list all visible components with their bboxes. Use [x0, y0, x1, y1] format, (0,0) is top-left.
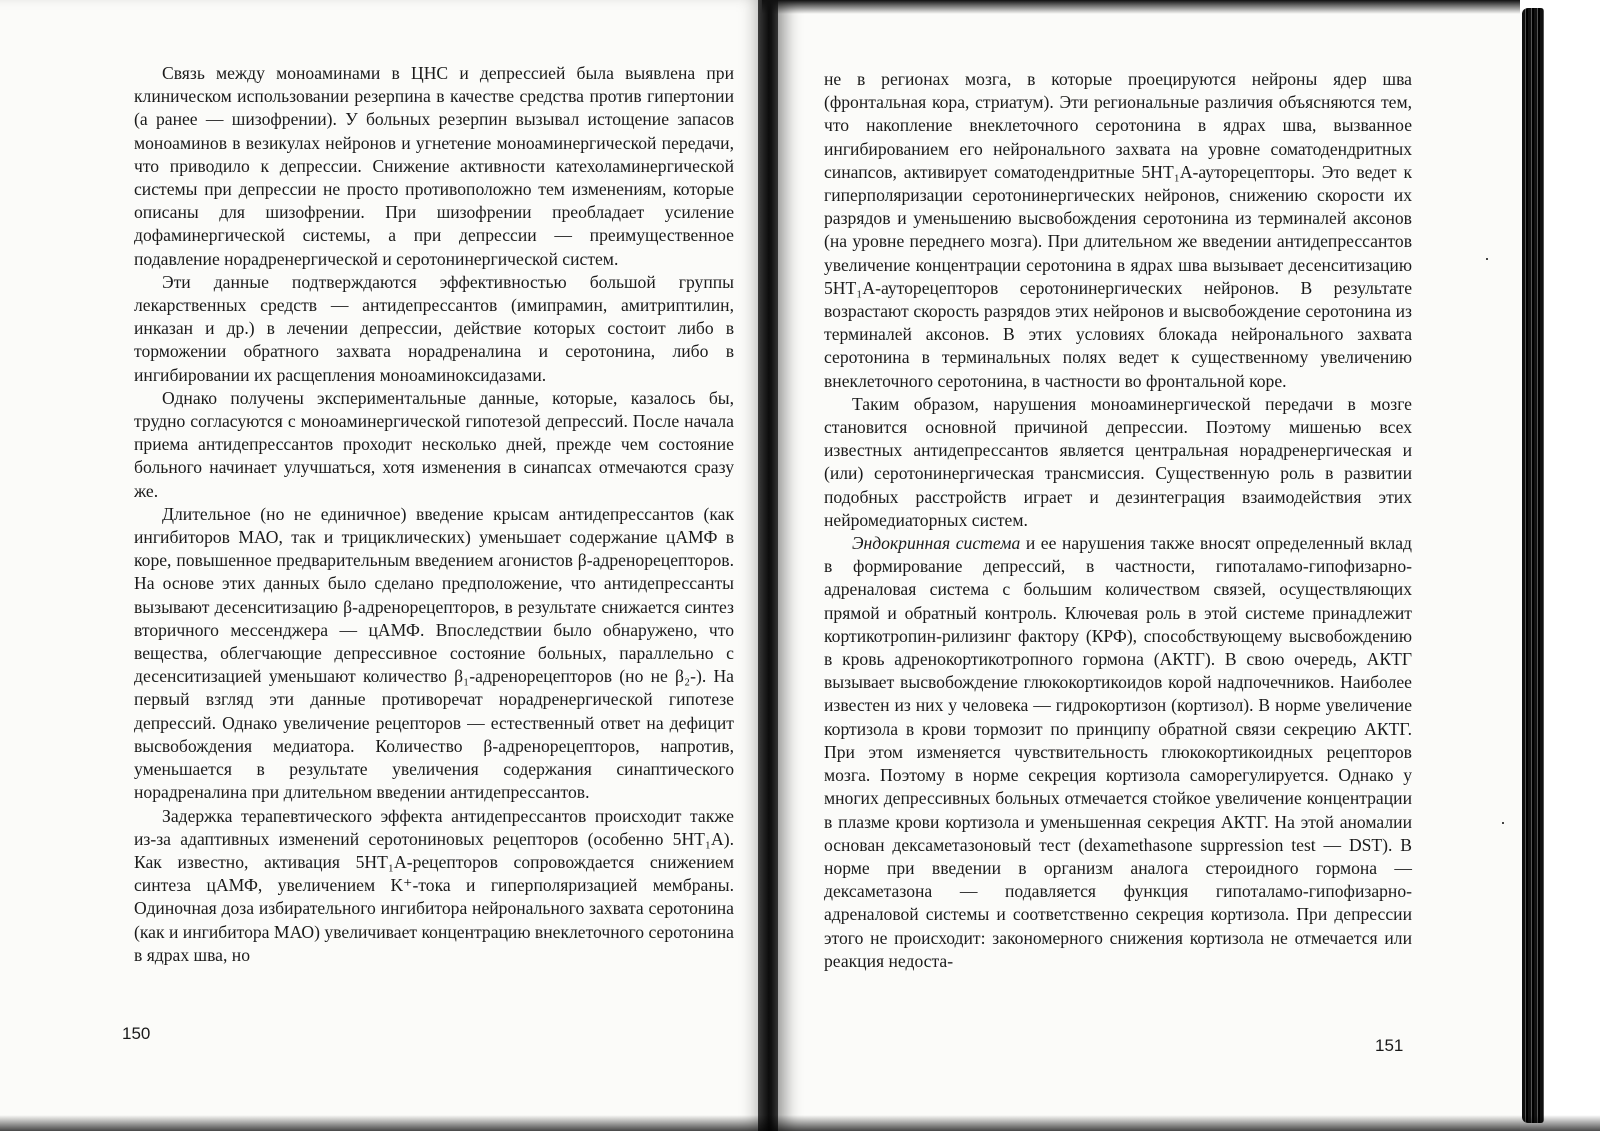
paragraph: Таким образом, нарушения моноаминергической передачи в мозге становится основной причиной депрессии. Поэтому мишенью всех известных антидепрессантов является центральная норадренергическая и (или) серотонинергическая трансмиссия. Существенную роль в развитии подобных расстройств играет и дезинтеграция взаимодействия этих нейромедиаторных систем. — [824, 393, 1412, 530]
right-page-text — [824, 68, 1412, 973]
paragraph-continuation: не в регионах мозга, в которые проецируются нейроны ядер шва (фронтальная кора, стриатум). Эти региональные различия объясняются тем, что накопление внеклеточного серотонина в ядрах шва, вызванное ингибированием его нейронального захвата на уровне соматодендритных синапсов, активирует соматодендритные 5HT₁A-ауторецепторы. Это ведет к гиперполяризации серотонинергических нейронов, снижению скорости их разрядов и уменьшению высвобождения серотонина из терминалей аксонов (на уровне переднего мозга). При длительном же введении антидепрессантов увеличение концентрации серотонина в ядрах шва вызывает десенситизацию 5HT₁A-ауторецепторов серотонинергических нейронов. В результате возрастают скорость разрядов этих нейронов и высвобождение серотонина из терминалей аксонов. В этих условиях блокада нейронального захвата серотонина в терминальных полях ведет к существенному увеличению внеклеточного серотонина, в частности во фронтальной коре. — [824, 69, 1412, 391]
left-page-text — [134, 62, 734, 967]
paragraph: Эти данные подтверждаются эффективностью большой группы лекарственных средств — антидепрессантов (имипрамин, амитриптилин, инказан и др.) в лечении депрессии, действие которых состоит либо в торможении обратного захвата норадреналина и серотонина, либо в ингибировании их расщепления моноаминоксидазами. — [134, 271, 734, 385]
right-page — [778, 0, 1523, 1131]
paragraph: Задержка терапевтического эффекта антидепрессантов происходит также из-за адаптивных изменений серотониновых рецепторов (особенно 5HT₁A). Как известно, активация 5HT₁A-рецепторов сопровождается снижением синтеза цАМФ, увеличением K⁺-тока и гиперполяризацией мембраны. Одиночная доза избирательного ингибитора нейронального захвата серотонина (как и ингибитора МАО) увеличивает концентрацию внеклеточного серотонина в ядрах шва, но — [134, 805, 734, 965]
top-shadow — [762, 0, 1522, 14]
left-page — [0, 0, 762, 1131]
bottom-shadow — [0, 1115, 1600, 1131]
page-number: 150 — [122, 1024, 151, 1043]
page-number: 151 — [1375, 1036, 1404, 1055]
scan-speck — [1486, 258, 1488, 260]
paragraph: Однако получены экспериментальные данные, которые, казалось бы, трудно согласуются с моноаминергической гипотезой депрессий. После начала приема антидепрессантов проходит несколько дней, прежде чем состояние больного начинает улучшаться, хотя изменения в синапсах отмечаются сразу же. — [134, 387, 734, 501]
page-stack-edge — [1522, 8, 1544, 1123]
scan-speck — [1502, 822, 1504, 824]
paragraph: Длительное (но не единичное) введение крысам антидепрессантов (как ингибиторов МАО, так и трициклических) уменьшает содержание цАМФ в коре, повышенное предварительным введением агонистов β-адренорецепторов. На основе этих данных было сделано предположение, что антидепрессанты вызывают десенситизацию β-адренорецепторов, в результате снижается синтез вторичного мессенджера — цАМФ. Впоследствии было обнаружено, что вещества, облегчающие депрессивное состояние больных, параллельно с десенситизацией уменьшают количество β₁-адренорецепторов (но не β₂-). На первый взгляд эти данные противоречат норадренергической гипотезе депрессий. Однако увеличение рецепторов — естественный ответ на дефицит высвобождения медиатора. Количество β-адренорецепторов, напротив, уменьшается в результате увеличения содержания синаптического норадреналина при длительном введении антидепрессантов. — [134, 503, 734, 803]
paragraph — [824, 532, 1412, 973]
italic-term: Эндокринная система — [852, 533, 1021, 554]
paragraph: Связь между моноаминами в ЦНС и депрессией была выявлена при клиническом использовании резерпина в качестве средства против гипертонии (а ранее — шизофрении). У больных резерпин вызывал истощение запасов моноаминов в везикулах нейронов и угнетение моноаминергической передачи, что приводило к депрессии. Снижение активности катехоламинергической системы при депрессии не просто противоположно тем изменениям, которые описаны для шизофрении. При шизофрении преобладает усиление дофаминергической системы, а при депрессии — преимущественное подавление норадренергической и серотонинергической систем. — [134, 63, 734, 269]
paragraph-text: и ее нарушения также вносят определенный вклад в формирование депрессий, в частности, гипоталамо-гипофизарно-адреналовая система с большим количеством связей, осуществляющих прямой и обратный контроль. Ключевая роль в этой системе принадлежит кортикотропин-рилизинг фактору (КРФ), способствующему высвобождению в кровь адренокортикотропного гормона (АКТГ). В свою очередь, АКТГ вызывает высвобождение глюкокортикоидов корой надпочечников. Наиболее известен из них у человека — гидрокортизон (кортизол). В норме увеличение кортизола в крови тормозит по принципу обратной связи секрецию АКТГ. При этом изменяется чувствительность глюкокортикоидных рецепторов мозга. Поэтому в норме секреция кортизола саморегулируется. Однако у многих депрессивных больных отмечается стойкое увеличение концентрации в плазме крови кортизола и уменьшенная секреция АКТГ. На этой аномалии основан дексаметазоновый тест (dexamethasone suppression test — DST). В норме при введении в организм аналога стероидного гормона — дексаметазона — подавляется функция гипоталамо-гипофизарно-адреналовой системы и соответственно секреция кортизола. При депрессии этого не происходит: закономерного снижения кортизола не отмечается или реакция недоста- — [824, 533, 1412, 971]
